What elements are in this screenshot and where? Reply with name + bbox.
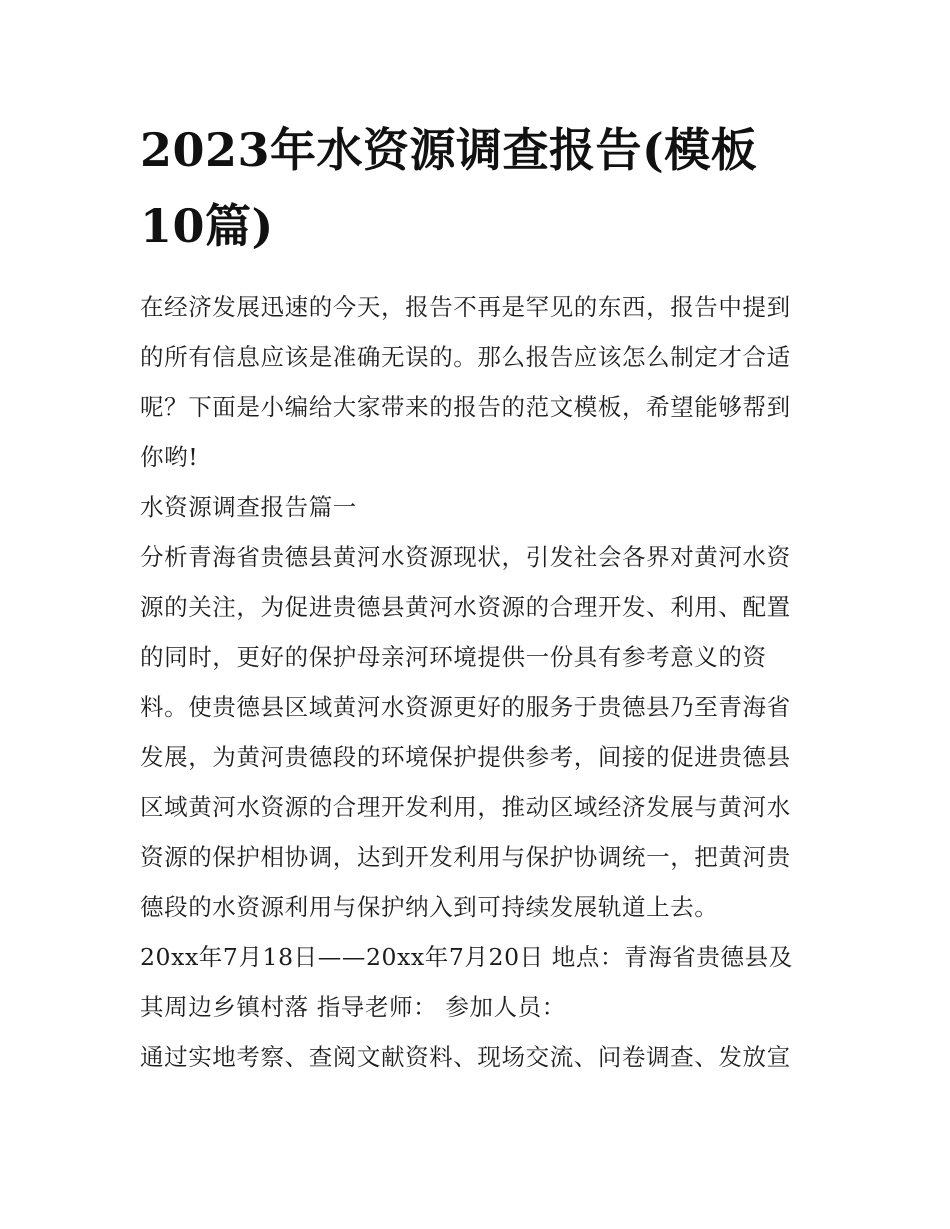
method-line: 通过实地考察、查阅文献资料、现场交流、问卷调查、发放宣 bbox=[140, 1043, 791, 1071]
body-line: 资源的保护相协调，达到开发利用与保护协调统一，把黄河贵 bbox=[140, 843, 791, 871]
schedule-line: 其周边乡镇村落 指导老师： 参加人员： bbox=[140, 993, 566, 1021]
body-line: 的同时，更好的保护母亲河环境提供一份具有参考意义的资 bbox=[140, 643, 767, 671]
schedule-line: 20xx年7月18日——20xx年7月20日 地点：青海省贵德县及 bbox=[140, 943, 793, 971]
intro-line: 你哟! bbox=[140, 443, 199, 471]
body-line: 德段的水资源利用与保护纳入到可持续发展轨道上去。 bbox=[140, 893, 719, 921]
title-line: 10篇) bbox=[140, 199, 274, 253]
intro-paragraph bbox=[140, 282, 812, 482]
body-line: 发展，为黄河贵德段的环境保护提供参考，间接的促进贵德县 bbox=[140, 743, 791, 771]
body-paragraph bbox=[140, 532, 812, 932]
body-line: 区域黄河水资源的合理开发利用，推动区域经济发展与黄河水 bbox=[140, 793, 791, 821]
body-line: 源的关注，为促进贵德县黄河水资源的合理开发、利用、配置 bbox=[140, 593, 791, 621]
document-title bbox=[140, 112, 812, 264]
document-content bbox=[140, 112, 812, 1082]
method-paragraph bbox=[140, 1032, 812, 1082]
intro-line: 呢？下面是小编给大家带来的报告的范文模板，希望能够帮到 bbox=[140, 393, 791, 421]
body-line: 料。使贵德县区域黄河水资源更好的服务于贵德县乃至青海省 bbox=[140, 693, 791, 721]
section-heading: 水资源调查报告篇一 bbox=[140, 493, 357, 521]
schedule-paragraph bbox=[140, 932, 812, 1032]
body-line: 分析青海省贵德县黄河水资源现状，引发社会各界对黄河水资 bbox=[140, 543, 791, 571]
title-line: 2023年水资源调查报告(模板 bbox=[140, 123, 758, 177]
intro-line: 在经济发展迅速的今天，报告不再是罕见的东西，报告中提到 bbox=[140, 293, 791, 321]
intro-line: 的所有信息应该是准确无误的。那么报告应该怎么制定才合适 bbox=[140, 343, 791, 371]
